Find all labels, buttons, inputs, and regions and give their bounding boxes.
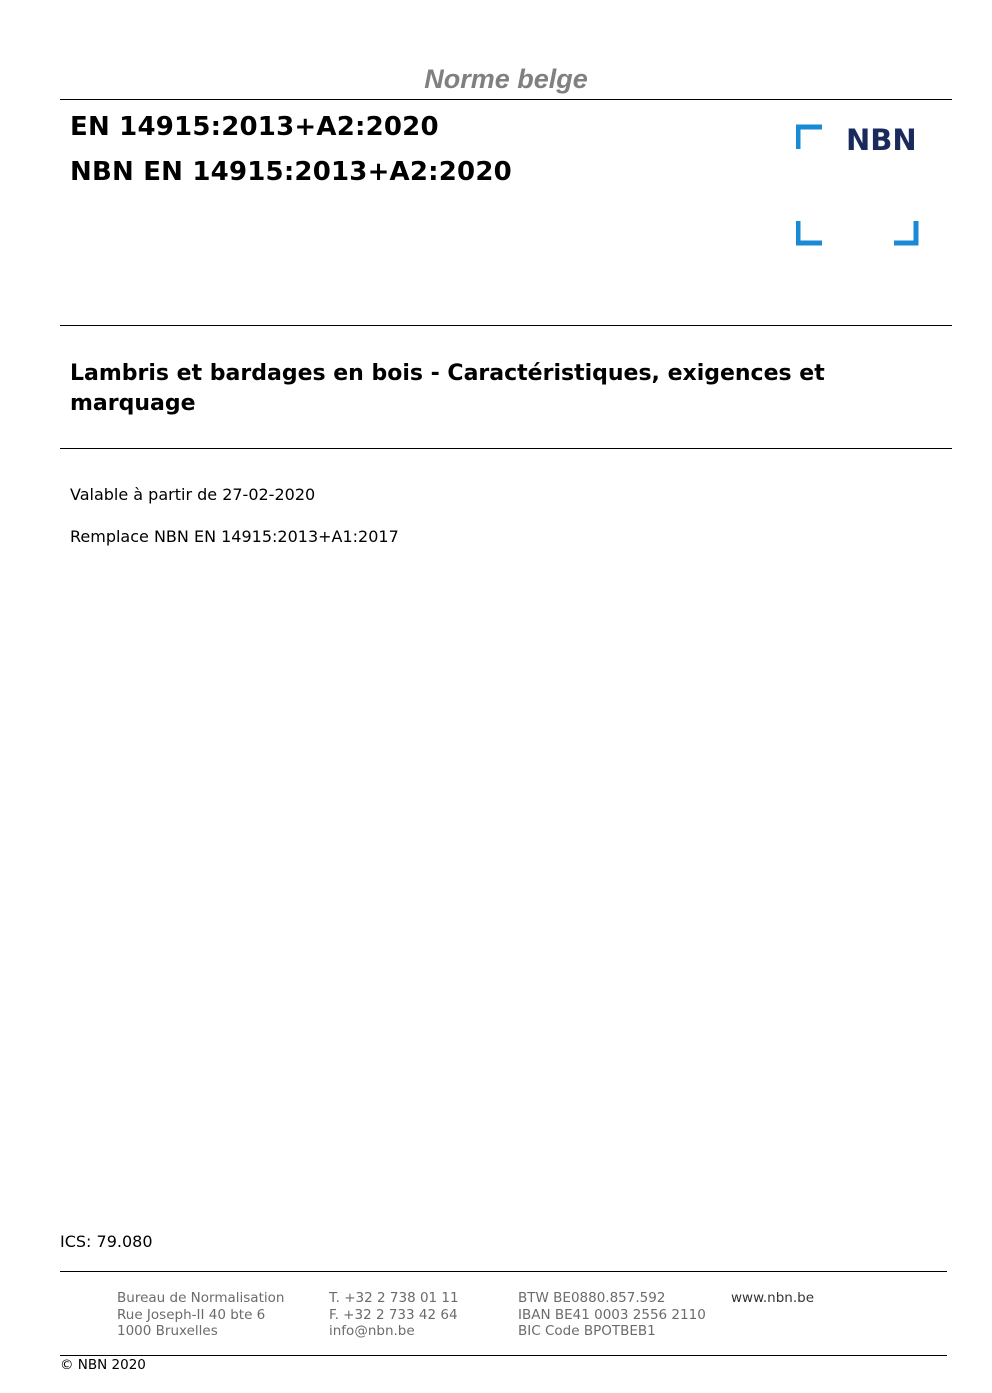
nbn-logo [796, 123, 920, 247]
footer-email[interactable]: info@nbn.be [329, 1323, 415, 1339]
footer-bic: BIC Code BPOTBEB1 [518, 1323, 656, 1339]
divider-top [60, 99, 952, 100]
ics-code: ICS: 79.080 [60, 1232, 153, 1251]
norme-belge-label: Norme belge [424, 64, 588, 94]
footer-iban: IBAN BE41 0003 2556 2110 [518, 1306, 706, 1323]
nbn-standard-code: NBN EN 14915:2013+A2:2020 [70, 157, 512, 187]
copyright: © NBN 2020 [60, 1357, 146, 1373]
en-standard-code: EN 14915:2013+A2:2020 [70, 112, 439, 142]
divider-title-top [60, 325, 952, 326]
footer-phone: T. +32 2 738 01 11 [329, 1290, 459, 1306]
document-title: Lambris et bardages en bois - Caractéristiques, exigences et marquage [70, 361, 825, 416]
footer-website[interactable] [731, 1290, 814, 1307]
footer-bank [518, 1290, 706, 1340]
valid-from: Valable à partir de 27-02-2020 [70, 485, 316, 504]
divider-footer-top [60, 1271, 947, 1272]
footer-address [117, 1290, 284, 1340]
divider-footer-bottom [60, 1355, 947, 1356]
footer-address-line: Bureau de Normalisation [117, 1290, 285, 1306]
replaces-standard: Remplace NBN EN 14915:2013+A1:2017 [70, 527, 399, 546]
logo-bracket-bottom-left [798, 221, 822, 243]
logo-bracket-bottom-right [894, 221, 916, 243]
logo-text: NBN [846, 123, 917, 157]
footer-address-line: Rue Joseph-II 40 bte 6 [117, 1306, 266, 1323]
logo-bracket-top-left [798, 127, 822, 149]
footer-address-line: 1000 Bruxelles [117, 1323, 218, 1339]
footer-fax: F. +32 2 733 42 64 [329, 1306, 458, 1323]
footer-contact [329, 1290, 459, 1340]
footer-website-link[interactable]: www.nbn.be [731, 1290, 815, 1306]
footer-vat: BTW BE0880.857.592 [518, 1290, 666, 1306]
divider-title-bottom [60, 448, 952, 449]
